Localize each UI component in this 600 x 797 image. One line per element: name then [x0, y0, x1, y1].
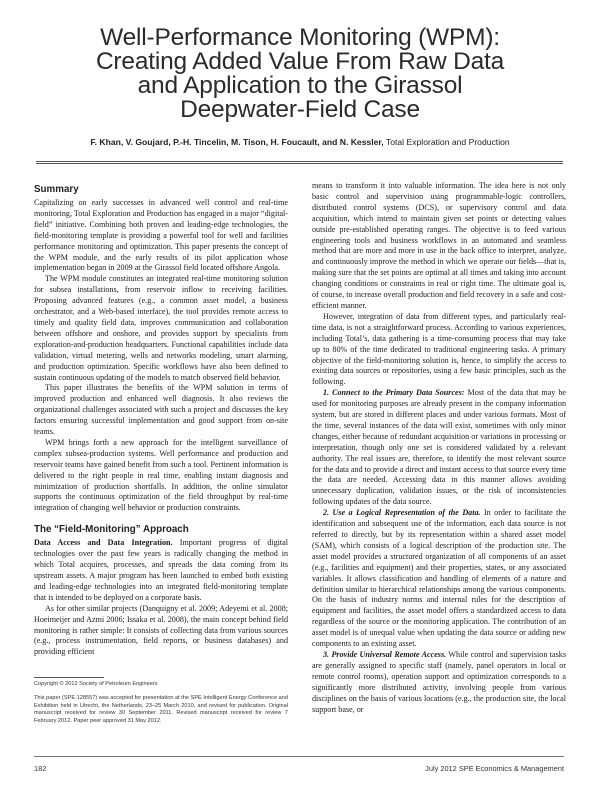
section-paragraph: As for other similar projects (Danquigny et al. 2009; Adeyemi et al. 2008; Hoeimeijer and Azmi 2006; Issaka et al. 2008), the main concept behind field monitoring is rather simple: It consists of collecting data from various sources (e.g., process instrumentation, field reports, or business databases) and providing efficient	[34, 603, 288, 657]
paragraph-text: Important progress of digital technologies over the past few years is radically changing the method in which Total acquires, processes, and spreads the data coming from its upstream assets. A major program has been launched to embed both existing and leading-edge technologies into an integrated field-monitoring template that is intended to be deployed on a corporate basis.	[34, 538, 289, 602]
principle-label: 3. Provide Universal Remote Access.	[323, 649, 447, 659]
paper-title	[30, 26, 570, 122]
principle-item	[312, 650, 566, 715]
footer-divider	[34, 756, 564, 757]
publication-footnote: This paper (SPE 128557) was accepted for presentation at the SPE Intelligent Energy Conference and Exhibition held in Utrecht, the Netherlands, 23–25 March 2010, and revised for publication. Original manuscript received for review 30 September 2011. Revised manuscript received for review 7 February 2012. Paper peer approved 31 May 2012.	[34, 695, 288, 724]
principle-item	[312, 388, 566, 508]
header-divider	[36, 161, 563, 162]
subsection-heading: Data Access and Data Integration.	[34, 538, 173, 548]
copyright-notice: Copyright © 2012 Society of Petroleum Engineers	[34, 681, 158, 687]
principle-label: 1. Connect to the Primary Data Sources:	[323, 388, 465, 398]
right-column	[312, 181, 566, 715]
author-names: F. Khan, V. Goujard, P.-H. Tincelin, M. Tison, H. Foucault, and N. Kessler,	[90, 137, 384, 147]
principle-text: While control and supervision tasks are generally assigned to specific staff (namely, panel operators in local or remote control rooms), operation support and optimization corresponds to a significantly more distributed activity, involving people from various disciplines on the basis of various locations (e.g., the production site, the local support base, or	[312, 649, 566, 714]
section-paragraph	[34, 538, 288, 603]
title-line: and Application to the Girassol	[137, 72, 463, 99]
title-line: Creating Added Value From Raw Data	[95, 48, 505, 75]
author-affiliation: Total Exploration and Production	[383, 137, 510, 147]
summary-paragraph: This paper illustrates the benefits of the WPM solution in terms of improved production and enhanced well diagnosis. It also reviews the organizational challenges associated with such a project and discusses the key factors ensuring successful implementation and good support from on-site teams.	[34, 383, 288, 437]
left-column	[34, 184, 288, 658]
title-line: Deepwater-Field Case	[180, 96, 420, 123]
author-line	[30, 137, 570, 147]
page-number: 182	[34, 764, 47, 773]
summary-paragraph: WPM brings forth a new approach for the intelligent surveillance of complex subsea-production systems. Well performance and production and reservoir teams have gained benefit from such a tool. Pertinent information is delivered to the right people in real time, enabling instant diagnosis and minimization of production shortfalls. In addition, the online simulator supports the continuous optimization of the field throughput by real-time integration of changing well behavior or production constraints.	[34, 437, 288, 513]
body-paragraph: However, integration of data from different types, and particularly real-time data, is not a straightforward process. According to various experiences, including Total’s, data gathering is a time-consuming process that may take up to 80% of the time dedicated to traditional engineering tasks. A primary objective of the field-monitoring solution is, hence, to simplify the access to existing data sources or repositories, using a few basic principles, such as the following.	[312, 311, 566, 387]
body-paragraph: means to transform it into valuable information. The idea here is not only basic control and supervision using programmable-logic controllers, distributed control systems (DCS), or supervisory control and data acquisition, which intend to maintain given set points or detecting values outside pre-established operating ranges. The objective is to feed various engineering tools and business workflows in an automated and seamless method that are more and more in use in the back office to interpret, analyze, and continuously improve the method in which we operate our fields—that is, making sure that the set points are optimal at all times and taking into account changing conditions or constraints in real or right time. The ultimate goal is, of course, to increase overall production and field recovery in a safe and cost-efficient manner.	[312, 181, 566, 310]
principle-item	[312, 508, 566, 650]
summary-heading: Summary	[34, 184, 79, 195]
footnote-divider	[34, 677, 104, 678]
title-line: Well-Performance Monitoring (WPM):	[100, 24, 500, 51]
header-divider	[36, 163, 563, 164]
journal-footer: July 2012 SPE Economics & Management	[425, 764, 564, 773]
principle-label: 2. Use a Logical Representation of the Data.	[323, 508, 481, 518]
section-heading: The “Field-Monitoring” Approach	[34, 524, 189, 536]
principle-text: In order to facilitate the identification and subsequent use of the information, each data source is not referred to directly, but by its representation within a shared asset model (SAM), which consists of a logical description of the production site. The asset model provides a structured organization of all components of an asset (e.g., facilities and equipment) and their properties, states, or any associated variables. It allows classification and handling of elements of a nature and definition similar to hierarchical relationships among the various components. On the basis of industry norms and internal rules for the description of equipment and facilities, the asset model offers a standardized access to data regardless of the source or the monitoring application. The contribution of an asset model is of unequal value when updating the data source or adding new components to an existing asset.	[312, 508, 566, 649]
principle-text: Most of the data that may be used for monitoring purposes are already present in the company information system, but are stored in different places and under various formats. Most of the time, several instances of the data will exist, sometimes with only minor changes, either because of redundant acquisition or variations in processing or interpretation, though only one set is considered validated by a relevant authority. The real issues are, therefore, to identify the most relevant source for the data and to provide a direct and instant access to that source every time the data are needed. Accessing data in this manner allows avoiding unnecessary duplication, validation issues, or the risk of inconsistencies following updates of the data source.	[312, 388, 566, 507]
summary-paragraph: The WPM module constitutes an integrated real-time monitoring solution for subsea installations, from reservoir inflow to receiving facilities. Proposing advanced features (e.g., a common asset model, a business orchestrator, and a Web-based interface), the tool provides remote access to timely and quality field data, improves communication and collaboration between offshore and onshore, and provides support by specialists from exploration-and-production headquarters. Functional capabilities include data validation, virtual metering, wells and networks modeling, smart alarming, and production optimization. Specific workflows have also been defined to sustain continuous updating of the models to match observed field behavior.	[34, 274, 288, 382]
summary-paragraph: Capitalizing on early successes in advanced well control and real-time monitoring, Total Exploration and Production has engaged in a major “digital-field” initiative. Combining both proven and leading-edge technologies, the field-monitoring template is providing a powerful tool for well and facilities performance monitoring and optimization. This paper presents the concept of the WPM module, and the early results of its pilot application whose implementation began in 2009 at the Girassol field located offshore Angola.	[34, 198, 288, 273]
